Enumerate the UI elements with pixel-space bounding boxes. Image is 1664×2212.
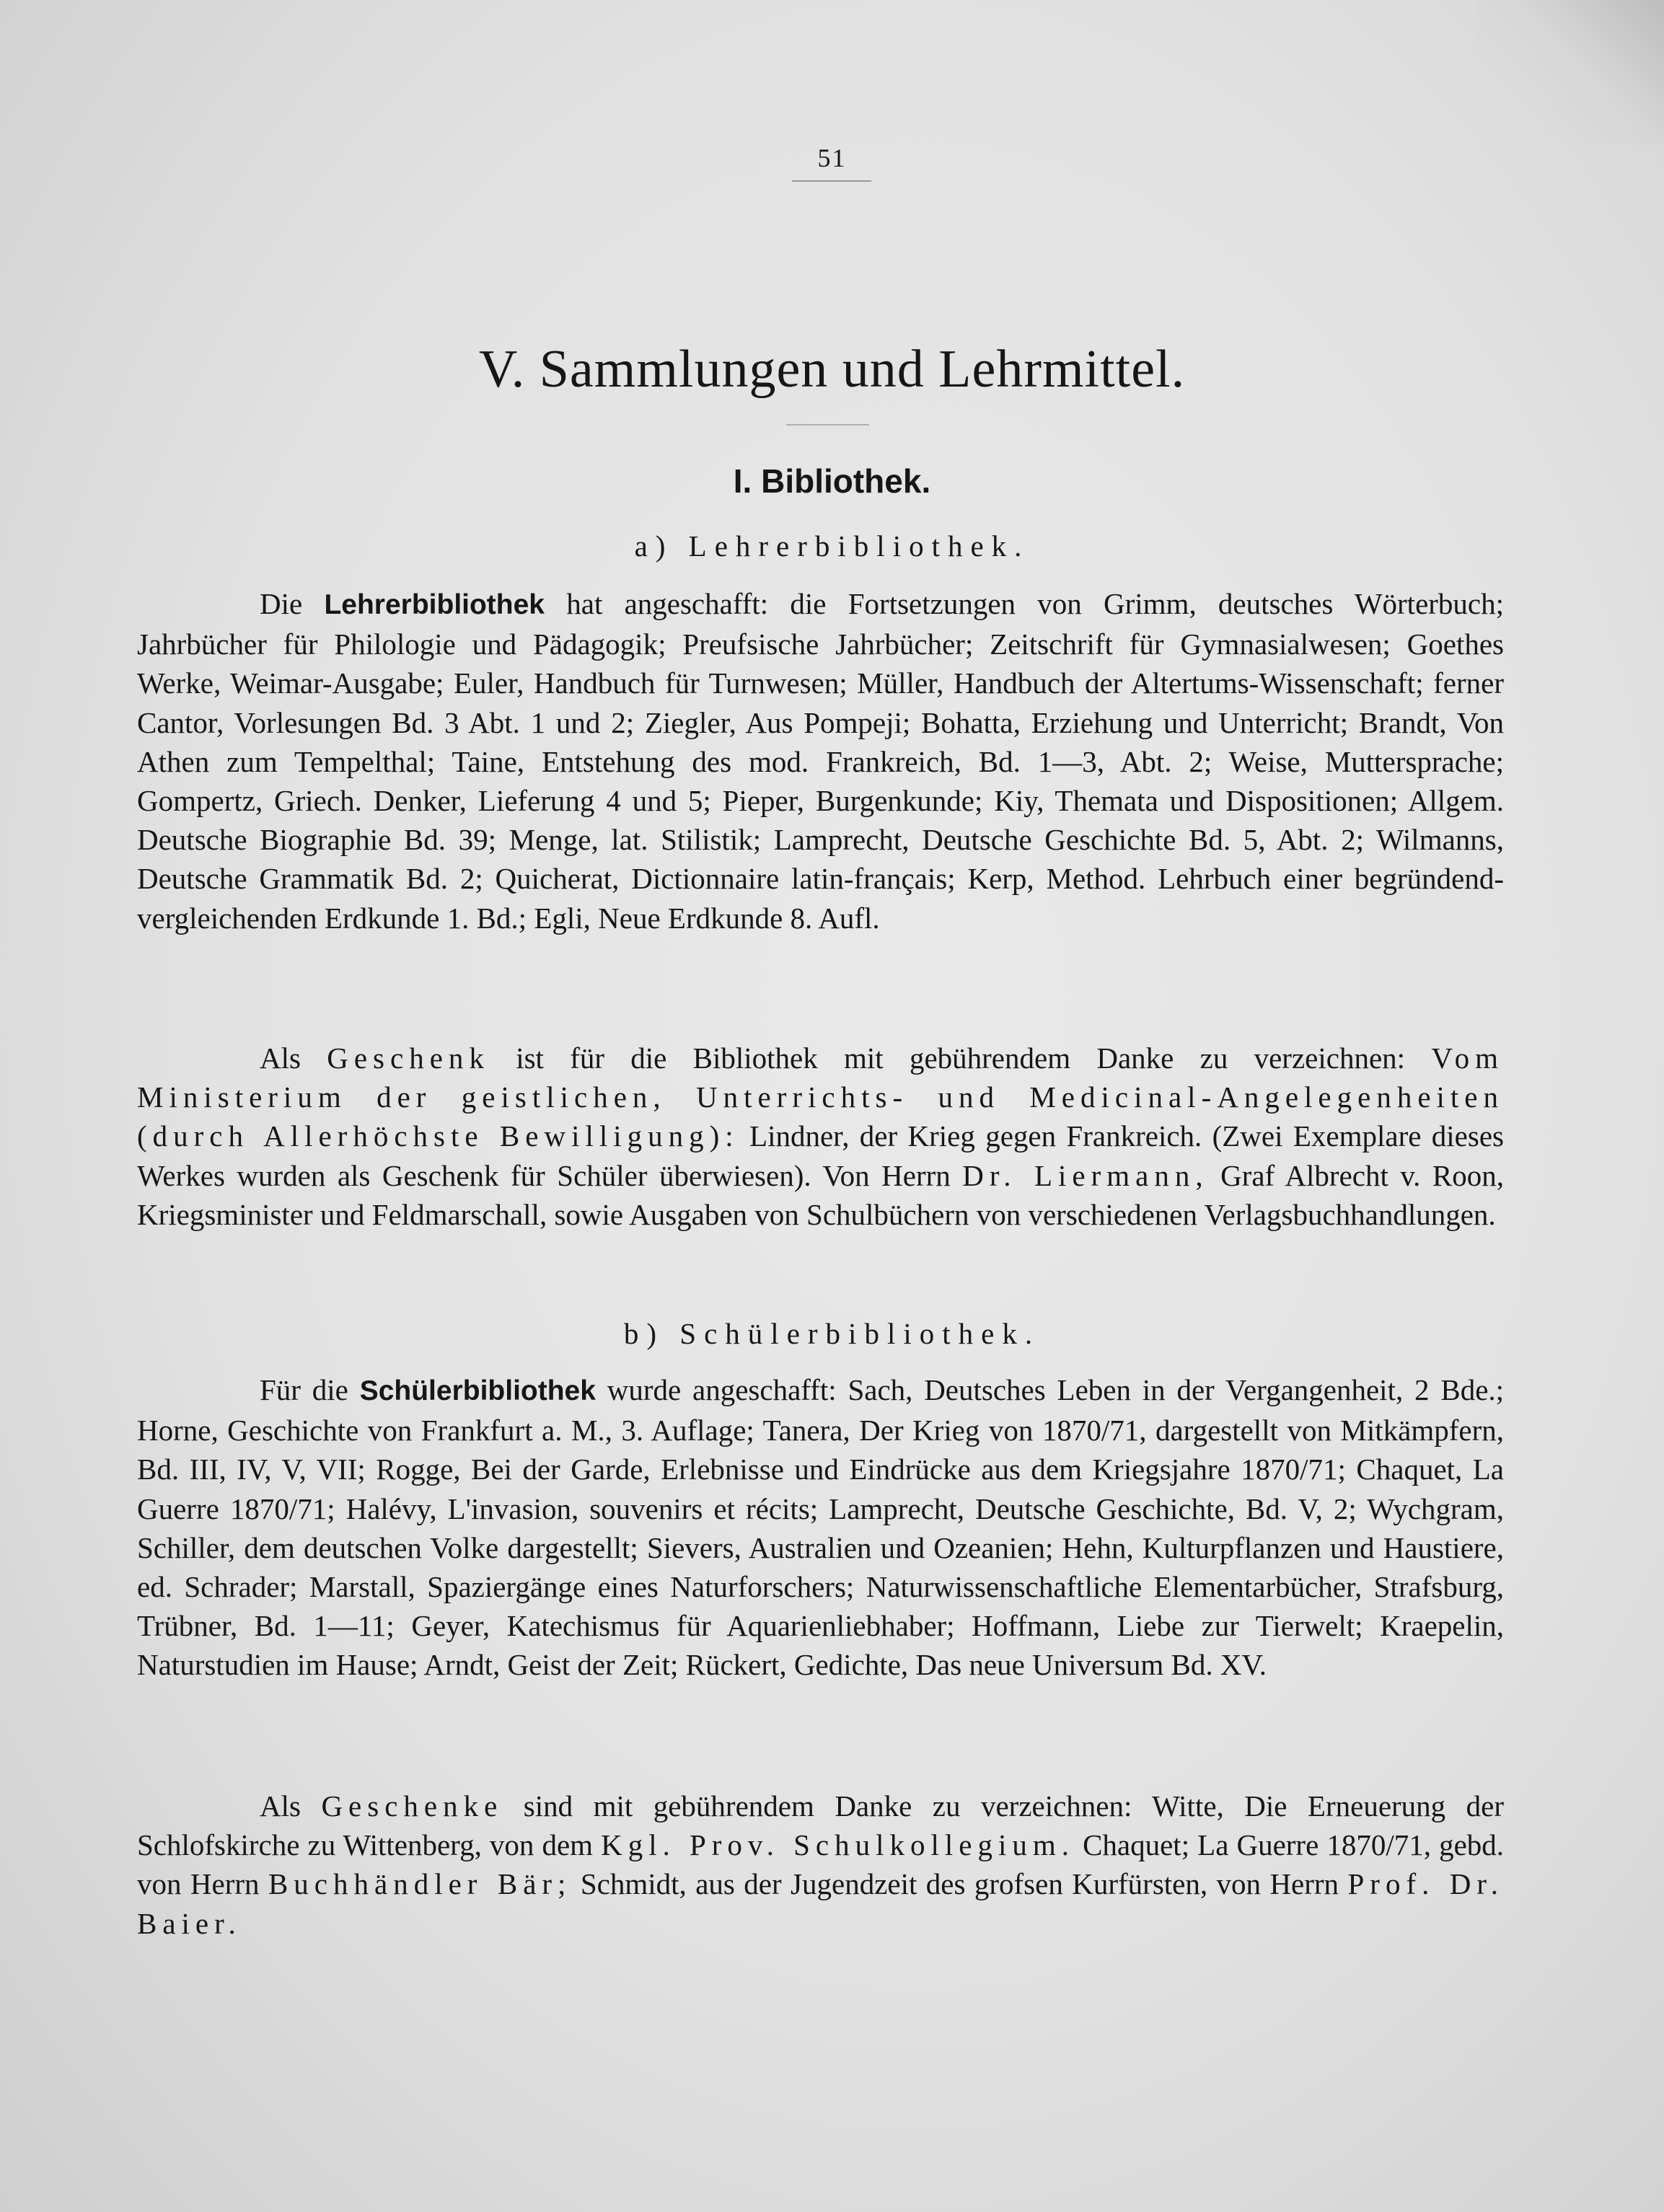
divider-rule — [786, 424, 869, 426]
chapter-title: V. Sammlungen und Lehrmittel. — [478, 340, 1186, 399]
bold-term: Schülerbibliothek — [359, 1375, 596, 1406]
spaced-term: Kgl. Prov. Schulkollegium. — [601, 1828, 1075, 1862]
text-run: Chaquet; La Guerre 1870/71, gebd. von Herrn — [137, 1828, 1505, 1901]
bold-term: Lehrerbibliothek — [324, 589, 545, 620]
paragraph-lehrerbibliothek-acquisitions — [137, 584, 1504, 938]
text-run: ist für die Bibliothek mit gebührendem Danke zu verzeichnen: — [516, 1041, 1406, 1075]
text-run: Als — [260, 1789, 301, 1823]
spaced-term: Geschenke — [321, 1789, 503, 1823]
text-run: Graf Albrecht v. Roon, Kriegsminister und Feldmarschall, sowie Ausgaben von Schulbüchern von verschiedenen Verlagsbuchhandlungen. — [137, 1158, 1505, 1231]
text-run: Für die — [260, 1373, 348, 1406]
text-run: Schmidt, aus der Jugendzeit des grofsen Kurfürsten, von Herrn — [580, 1867, 1339, 1901]
text-run: sind mit gebührendem Danke zu verzeichnen: Witte, Die Erneuerung der Schlofskirche zu Wittenberg, von dem — [137, 1789, 1504, 1862]
page-corner-shadow — [1476, 0, 1664, 144]
text-run: hat angeschafft: die Fortsetzungen von Grimm, deutsches Wörterbuch; Jahrbücher für Philologie und Pädagogik; Preufsische Jahrbücher; Zeitschrift für Gymnasialwesen; Goethes Werke, Weimar-Ausgabe; Euler, Handbuch für Turnwesen; Müller, Handbuch der Altertums-Wissenschaft; ferner Cantor, Vorlesungen Bd. 3 Abt. 1 und 2; Ziegler, Aus Pompeji; Bohatta, Erziehung und Unterricht; Brandt, Von Athen zum Tempelthal; Taine, Entstehung des mod. Frankreich, Bd. 1—3, Abt. 2; Weise, Muttersprache; Gompertz, Griech. Denker, Lieferung 4 und 5; Pieper, Burgenkunde; Kiy, Themata und Dispositionen; Allgem. Deutsche Biographie Bd. 39; Menge, lat. Stilistik; Lamprecht, Deutsche Geschichte Bd. 5, Abt. 2; Wilmanns, Deutsche Grammatik Bd. 2; Quicherat, Dictionnaire latin-français; Kerp, Method. Lehrbuch einer begründend-vergleichenden Erdkunde 1. Bd.; Egli, Neue Erdkunde 8. Aufl. — [137, 587, 1505, 935]
paragraph-lehrerbibliothek-gifts — [137, 1039, 1504, 1234]
text-run: Die — [260, 587, 303, 620]
text-run: wurde angeschafft: Sach, Deutsches Leben in der Vergangenheit, 2 Bde.; Horne, Geschichte von Frankfurt a. M., 3. Auflage; Tanera, Der Krieg von 1870/71, dargestellt von Mitkämpfern, Bd. III, IV, V, VII; Rogge, Bei der Garde, Erlebnisse und Eindrücke aus dem Kriegsjahre 1870/71; Chaquet, La Guerre 1870/71; Halévy, L'invasion, souvenirs et récits; Lamprecht, Deutsche Geschichte, Bd. V, 2; Wychgram, Schiller, dem deutschen Volke dargestellt; Sievers, Australien und Ozeanien; Hehn, Kulturpflanzen und Haustiere, ed. Schrader; Marstall, Spaziergänge eines Naturforschers; Naturwissenschaftliche Elementarbücher, Strafsburg, Trübner, Bd. 1—11; Geyer, Katechismus für Aquarienliebhaber; Hoffmann, Liebe zur Tierwelt; Kraepelin, Naturstudien im Hause; Arndt, Geist der Zeit; Rückert, Gedichte, Das neue Universum Bd. XV. — [137, 1373, 1505, 1682]
paragraph-schuelerbibliothek-acquisitions — [137, 1370, 1504, 1685]
spaced-term: Dr. Liermann, — [962, 1158, 1209, 1192]
spaced-term: Prof. Dr. Baier. — [137, 1867, 1505, 1940]
spaced-term: Geschenk — [327, 1041, 490, 1075]
subsection-title-b: b) Schülerbibliothek. — [623, 1317, 1041, 1350]
divider-rule — [792, 180, 871, 182]
text-run: Als — [260, 1041, 301, 1075]
page-number: 51 — [817, 144, 847, 172]
text-run: Lindner, der Krieg gegen Frankreich. (Zwei Exemplare dieses Werkes wurden als Geschenk für Schüler überwiesen). Von Herrn — [137, 1119, 1504, 1192]
spaced-term: Vom Ministerium der geistlichen, Unterrichts- und Medicinal-Angelegenheiten (durch Allerhöchste Bewilligung): — [137, 1041, 1505, 1153]
paragraph-schuelerbibliothek-gifts — [137, 1786, 1504, 1943]
subsection-title-a: a) Lehrerbibliothek. — [634, 529, 1030, 563]
section-title: I. Bibliothek. — [733, 462, 931, 500]
spaced-term: Buchhändler Bär; — [268, 1867, 572, 1901]
